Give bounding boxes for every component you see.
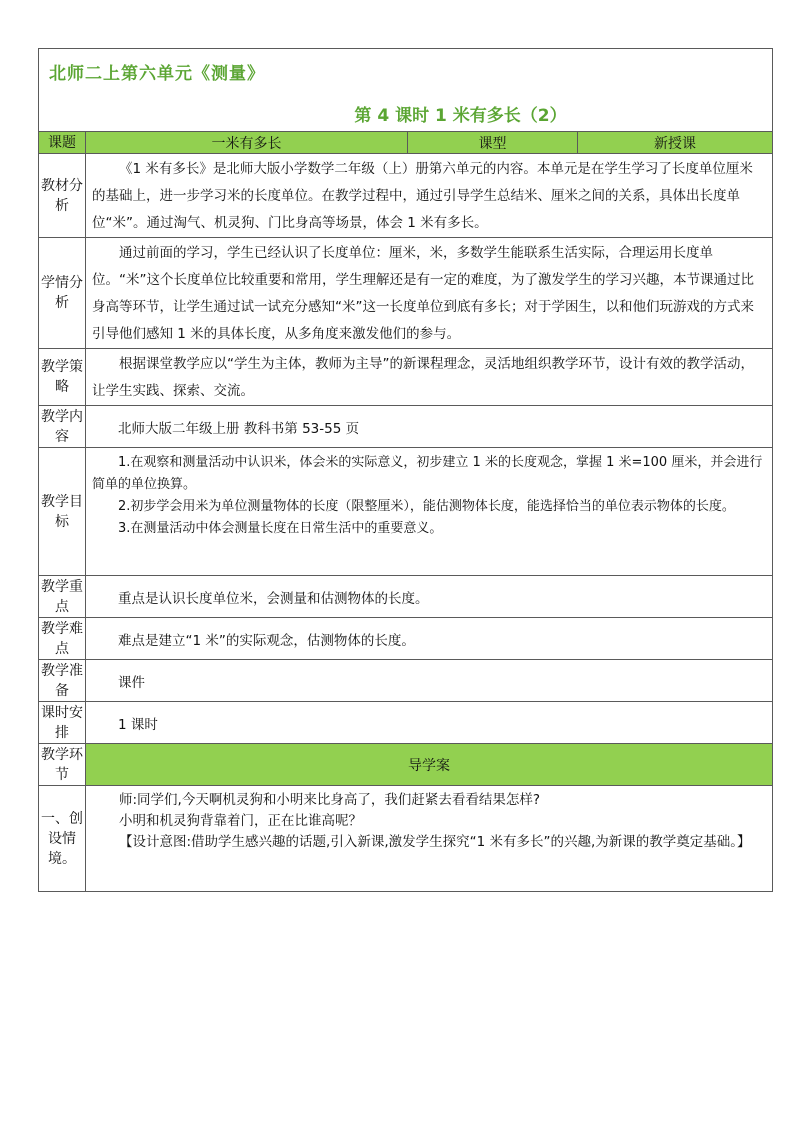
prep-text: 课件: [86, 660, 773, 702]
goals-list: [86, 448, 773, 576]
lesson-plan-table: [38, 48, 773, 892]
goal-item: 2.初步学会用米为单位测量物体的长度（限整厘米），能估测物体长度，能选择恰当的单位表示物体的长度。: [118, 499, 735, 514]
process-label: 教学环节: [39, 744, 86, 786]
time-text: 1 课时: [86, 702, 773, 744]
process-header: 导学案: [86, 744, 773, 786]
key-label: 教学重点: [39, 576, 86, 618]
content-label: 教学内容: [39, 406, 86, 448]
students-label: 学情分析: [39, 238, 86, 349]
course-label: 课题: [39, 132, 86, 154]
time-label: 课时安排: [39, 702, 86, 744]
intro-line: 师:同学们,今天啊机灵狗和小明来比身高了，我们赶紧去看看结果怎样?: [119, 792, 541, 808]
material-label: 教材分析: [39, 154, 86, 238]
goal-item: 1.在观察和测量活动中认识米，体会米的实际意义，初步建立 1 米的长度观念，掌握 1 米=100 厘米，并会进行简单的单位换算。: [92, 455, 763, 492]
content-text: 北师大版二年级上册 教科书第 53-55 页: [86, 406, 773, 448]
prep-label: 教学准备: [39, 660, 86, 702]
intro-line: 小明和机灵狗背靠着门，正在比谁高呢？: [119, 813, 362, 829]
difficulty-label: 教学难点: [39, 618, 86, 660]
difficulty-text: 难点是建立“1 米”的实际观念，估测物体的长度。: [86, 618, 773, 660]
course-topic: 一米有多长: [86, 132, 408, 154]
students-text: 通过前面的学习，学生已经认识了长度单位：厘米，米，多数学生能联系生活实际，合理运用长度单位。“米”这个长度单位比较重要和常用，学生理解还是有一定的难度，为了激发学生的学习兴趣，本节课通过比身高等环节，让学生通过试一试充分感知“米”这一长度单位到底有多长；对于学困生，以和他们玩游戏的方式来引导他们感知 1 米的具体长度，从多角度来激发他们的参与。: [86, 238, 773, 349]
material-text: 《1 米有多长》是北师大版小学数学二年级（上）册第六单元的内容。本单元是在学生学习了长度单位厘米的基础上，进一步学习米的长度单位。在教学过程中，通过引导学生总结米、厘米之间的关系，具体出长度单位“米”。通过淘气、机灵狗、门比身高等场景，体会 1 米有多长。: [86, 154, 773, 238]
goal-item: 3.在测量活动中体会测量长度在日常生活中的重要意义。: [118, 521, 443, 536]
course-type-value: 新授课: [578, 132, 773, 154]
course-type-label: 课型: [408, 132, 578, 154]
strategy-text: 根据课堂教学应以“学生为主体，教师为主导”的新课程理念，灵活地组织教学环节，设计有效的教学活动，让学生实践、探索、交流。: [86, 349, 773, 406]
intro-line: 【设计意图:借助学生感兴趣的话题,引入新课,激发学生探究“1 米有多长”的兴趣,为新课的教学奠定基础。】: [119, 834, 751, 850]
goals-label: 教学目标: [39, 448, 86, 576]
key-text: 重点是认识长度单位米，会测量和估测物体的长度。: [86, 576, 773, 618]
strategy-label: 教学策略: [39, 349, 86, 406]
unit-title: 北师二上第六单元《测量》: [49, 64, 265, 84]
intro-label: 一、创设情境。: [39, 786, 86, 892]
title-cell: [39, 49, 773, 132]
lesson-title: 第 4 课时 1 米有多长（2）: [354, 106, 567, 126]
lesson-plan-page: [38, 48, 772, 892]
intro-text: [86, 786, 773, 892]
